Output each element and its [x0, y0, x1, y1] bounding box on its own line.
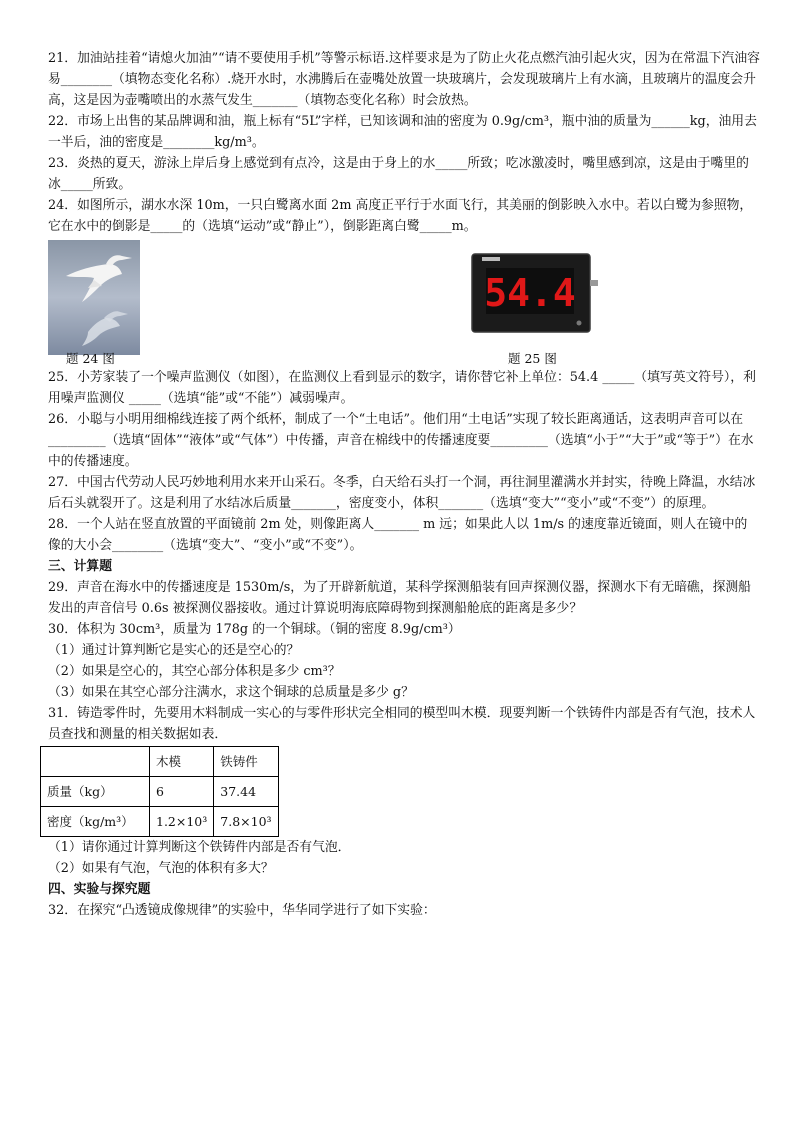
table-header-row: [41, 747, 279, 777]
table-row: [41, 807, 279, 837]
question-26: 26．小聪与小明用细棉线连接了两个纸杯，制成了一个“土电话”。他们用“土电话”实现了较长距离通话，这表明声音可以在_________（选填“固体”“液体”或“气体”）中传播，声音在棉线中的传播速度要_________（选填“小于”“大于”或“等于”）在水中的传播速度。: [48, 412, 754, 469]
question-27: 27．中国古代劳动人民巧妙地利用水来开山采石。冬季，白天给石头打一个洞，再往洞里灌满水并封实，待晚上降温，水结冰后石头就裂开了。这是利用了水结冰后质量_______，密度变小，体积_______（选填“变大”“变小”或“不变”）的原理。: [48, 475, 756, 511]
question-30-part-3: （3）如果在其空心部分注满水，求这个铜球的总质量是多少 g？: [48, 685, 414, 700]
meter-digits: 54.4: [484, 271, 576, 315]
question-30-part-2: （2）如果是空心的，其空心部分体积是多少 cm³？: [48, 664, 341, 679]
question-30: 30．体积为 30cm³，质量为 178g 的一个铜球。（铜的密度 8.9g/cm³）: [48, 622, 461, 637]
table-row: [41, 777, 279, 807]
table-header-cell: 铁铸件: [214, 747, 278, 777]
question-21: 21．加油站挂着“请熄火加油”“请不要使用手机”等警示标语.这样要求是为了防止火花点燃汽油引起火灾，因为在常温下汽油容易________（填物态变化名称）.烧开水时，水沸腾后在壶嘴处放置一块玻璃片，会发现玻璃片上有水滴，且玻璃片的温度会升高，这是因为壶嘴喷出的水蒸气发生_______（填物态变化名称）时会放热。: [48, 51, 760, 108]
table-header-cell: [41, 747, 150, 777]
question-23: 23．炎热的夏天，游泳上岸后身上感觉到有点冷，这是由于身上的水_____所致；吃冰激凌时，嘴里感到凉，这是由于嘴里的冰_____所致。: [48, 156, 749, 192]
section-4-heading: 四、实验与探究题: [48, 882, 151, 897]
question-22: 22．市场上出售的某品牌调和油，瓶上标有“5L”字样，已知该调和油的密度为 0.9g/cm³，瓶中油的质量为______kg，油用去一半后，油的密度是________kg/m³。: [48, 114, 757, 150]
table-cell: 1.2×10³: [150, 807, 214, 837]
exam-page: [48, 48, 760, 921]
figures-row: [48, 240, 760, 367]
question-24: 24．如图所示，湖水水深 10m，一只白鹭离水面 2m 高度正平行于水面飞行，其美丽的倒影映入水中。若以白鹭为参照物，它在水中的倒影是_____的（选填“运动”或“静止”），倒影距离白鹭_____m。: [48, 198, 753, 234]
question-25: 25．小芳家装了一个噪声监测仪（如图），在监测仪上看到显示的数字，请你替它补上单位：54.4 _____（填写英文符号），利用噪声监测仪 _____（选填“能”或“不能”）减弱噪声。: [48, 370, 756, 406]
question-30-part-1: （1）通过计算判断它是实心的还是空心的？: [48, 643, 300, 658]
egret-photo: [48, 240, 140, 355]
question-28: 28．一个人站在竖直放置的平面镜前 2m 处，则像距离人_______ m 远；如果此人以 1m/s 的速度靠近镜面，则人在镜中的像的大小会________（选填“变大”、“变小”或“不变”）。: [48, 517, 748, 553]
table-cell: 质量（kg）: [41, 777, 150, 807]
question-29: 29．声音在海水中的传播速度是 1530m/s，为了开辟新航道，某科学探测船装有回声探测仪器，探测水下有无暗礁，探测船发出的声音信号 0.6s 被探测仪器接收。通过计算说明海底障碍物到探测船舱底的距离是多少？: [48, 580, 751, 616]
figure-24-caption: 题 24 图: [66, 351, 115, 366]
table-cell: 6: [150, 777, 214, 807]
figure-25-caption: 题 25 图: [508, 351, 557, 366]
question-32: 32．在探究“凸透镜成像规律”的实验中，华华同学进行了如下实验：: [48, 903, 436, 918]
question-31: 31．铸造零件时，先要用木料制成一实心的与零件形状完全相同的模型叫木模．现要判断一个铁铸件内部是否有气泡，技术人员查找和测量的相关数据如表．: [48, 706, 756, 742]
question-31-part-2: （2）如果有气泡，气泡的体积有多大？: [48, 861, 274, 876]
data-table: [40, 746, 279, 837]
section-3-heading: 三、计算题: [48, 559, 112, 574]
noise-meter-photo: [462, 240, 600, 338]
question-31-part-1: （1）请你通过计算判断这个铁铸件内部是否有气泡．: [48, 840, 351, 855]
table-cell: 密度（kg/m³）: [41, 807, 150, 837]
table-header-cell: 木模: [150, 747, 214, 777]
table-cell: 7.8×10³: [214, 807, 278, 837]
table-cell: 37.44: [214, 777, 278, 807]
